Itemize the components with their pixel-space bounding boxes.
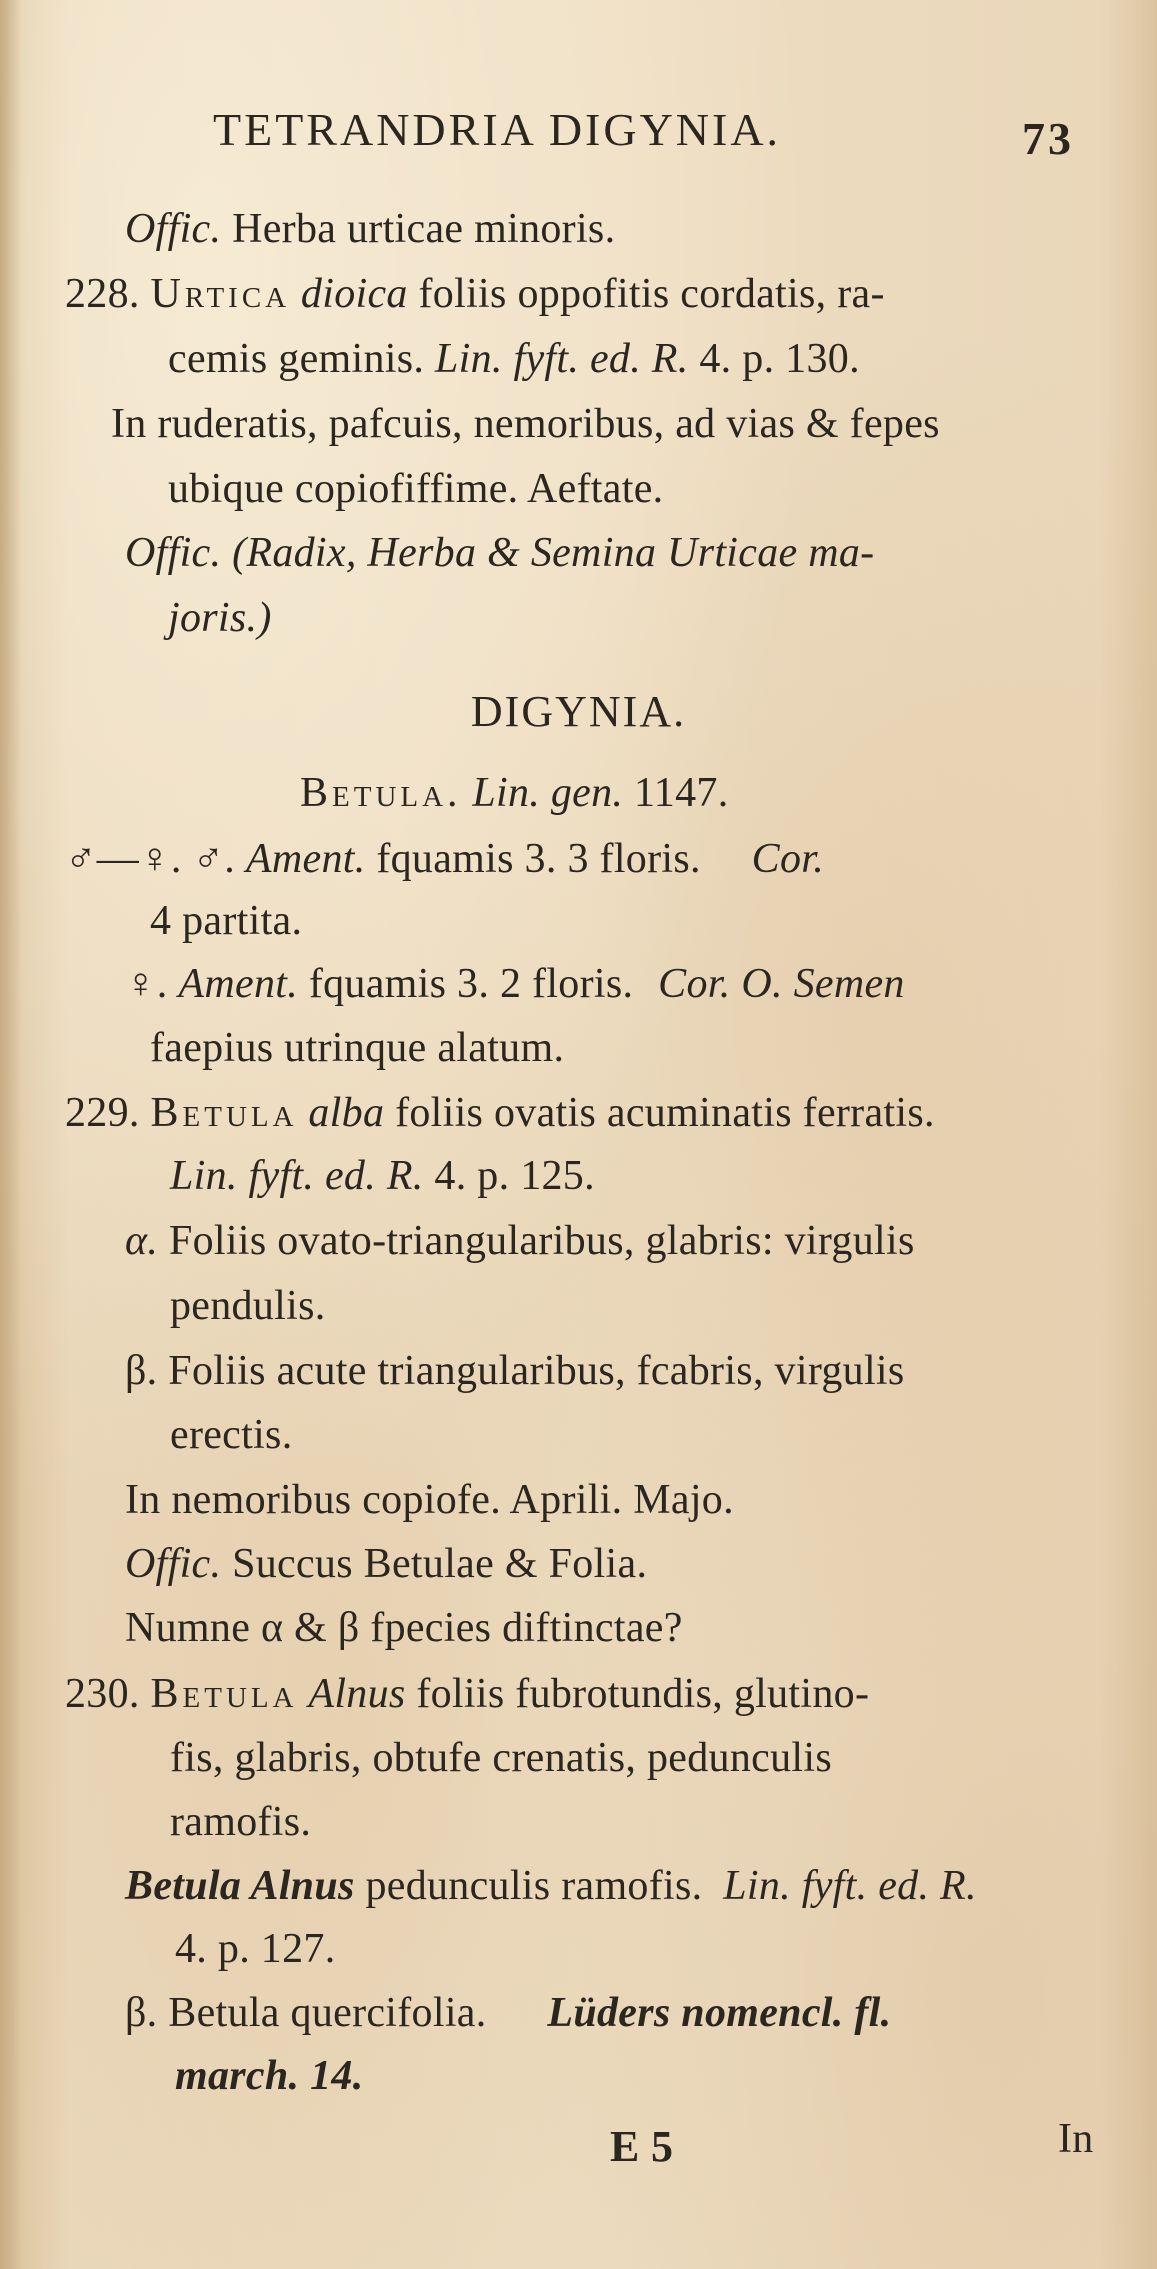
line-text: Foliis acute triangularibus, fcabris, virgulis bbox=[168, 1348, 905, 1394]
text-line: ramofis. bbox=[170, 1799, 312, 1845]
reference: Lin. fyft. ed. R. bbox=[434, 336, 689, 382]
synonym-name: Betula Alnus bbox=[125, 1863, 355, 1909]
text-line: 4 partita. bbox=[150, 898, 303, 944]
text-line bbox=[125, 1865, 977, 1907]
sex-symbol: ♀. bbox=[125, 961, 168, 1007]
genus-number: 1147. bbox=[634, 770, 729, 816]
entry-number: 228. bbox=[65, 271, 140, 317]
reference: Lin. fyft. ed. R. bbox=[170, 1153, 424, 1199]
page-number: 73 bbox=[1022, 113, 1074, 164]
entry-number: 230. bbox=[65, 1671, 140, 1717]
genus-name: Betula. bbox=[300, 770, 462, 816]
variety-letter: β. bbox=[125, 1990, 158, 2036]
line-text: foliis fubrotundis, glutino- bbox=[416, 1671, 870, 1717]
genus-name: Betula bbox=[150, 1671, 298, 1717]
line-text: Betula quercifolia. bbox=[168, 1990, 487, 2036]
text-line: ubique copiofiffime. Aeftate. bbox=[168, 466, 664, 512]
line-text: fquamis 3. 2 floris. bbox=[308, 961, 634, 1007]
text-line bbox=[125, 963, 905, 1005]
text-line: erectis. bbox=[170, 1412, 293, 1458]
text-line: faepius utrinque alatum. bbox=[150, 1025, 565, 1071]
text-line: joris.) bbox=[168, 595, 272, 641]
species-entry-228 bbox=[65, 273, 885, 315]
genus-name: Betula bbox=[150, 1090, 298, 1136]
text-line bbox=[125, 1992, 891, 2034]
line-text: Herba urticae minoris. bbox=[232, 206, 616, 252]
text-line: 4. p. 127. bbox=[175, 1926, 336, 1972]
section-heading: DIGYNIA. bbox=[470, 687, 687, 736]
species-entry-229 bbox=[65, 1092, 935, 1134]
text-line bbox=[125, 1220, 915, 1262]
reference: Lin. fyft. ed. R. bbox=[723, 1863, 977, 1909]
line-text: Succus Betulae & Folia. bbox=[232, 1541, 648, 1587]
offic-label: Offic. bbox=[125, 206, 222, 252]
sex-symbols: ♂—♀. ♂. bbox=[65, 836, 236, 882]
offic-label: Offic. bbox=[125, 1541, 222, 1587]
reference: Lin. gen. bbox=[472, 770, 624, 816]
ament-label: Ament. bbox=[245, 836, 366, 882]
genus-heading bbox=[300, 772, 729, 814]
page-gutter-shadow bbox=[0, 0, 22, 2269]
running-title: TETRANDRIA DIGYNIA. bbox=[213, 104, 782, 155]
species-entry-230 bbox=[65, 1673, 869, 1715]
text-line: In ruderatis, pafcuis, nemoribus, ad vias & fepes bbox=[111, 401, 940, 447]
text-line bbox=[170, 1155, 595, 1197]
line-text: foliis oppofitis cordatis, ra- bbox=[418, 271, 885, 317]
line-text: cemis geminis. bbox=[168, 336, 425, 382]
text-line: In nemoribus copiofe. Aprili. Majo. bbox=[125, 1477, 734, 1523]
reference-page: 4. p. 130. bbox=[699, 336, 860, 382]
signature-mark: E 5 bbox=[610, 2122, 674, 2171]
species-epithet: alba bbox=[308, 1090, 385, 1136]
line-text: pedunculis ramofis. bbox=[365, 1863, 703, 1909]
variety-letter: β. bbox=[125, 1348, 158, 1394]
variety-letter: α. bbox=[125, 1218, 159, 1264]
text-line: fis, glabris, obtufe crenatis, pedunculis bbox=[170, 1735, 832, 1781]
line-text: fquamis 3. 3 floris. bbox=[376, 836, 701, 882]
catchword: In bbox=[1058, 2116, 1094, 2162]
text-line bbox=[168, 338, 860, 380]
ament-label: Ament. bbox=[178, 961, 299, 1007]
reference-continued: march. 14. bbox=[175, 2053, 364, 2099]
line-text: foliis ovatis acuminatis ferratis. bbox=[395, 1090, 935, 1136]
line-text: Foliis ovato-triangularibus, glabris: virgulis bbox=[168, 1218, 915, 1264]
text-line bbox=[125, 208, 615, 250]
text-line bbox=[125, 1543, 647, 1585]
cor-label: Cor. bbox=[751, 836, 825, 882]
reference-page: 4. p. 125. bbox=[434, 1153, 595, 1199]
semen-label: Semen bbox=[793, 961, 905, 1007]
entry-number: 229. bbox=[65, 1090, 140, 1136]
text-line bbox=[125, 1350, 905, 1392]
text-line: pendulis. bbox=[170, 1283, 326, 1329]
text-line: Numne α & β fpecies diftinctae? bbox=[125, 1605, 683, 1651]
reference: Lüders nomencl. fl. bbox=[547, 1990, 892, 2036]
text-line bbox=[175, 2055, 364, 2097]
genus-name: Urtica bbox=[150, 271, 291, 317]
species-epithet: dioica bbox=[300, 271, 408, 317]
cor-label: Cor. O. bbox=[658, 961, 783, 1007]
text-line bbox=[65, 838, 824, 880]
species-epithet: Alnus bbox=[308, 1671, 406, 1717]
text-line: Offic. (Radix, Herba & Semina Urticae ma- bbox=[125, 530, 875, 576]
